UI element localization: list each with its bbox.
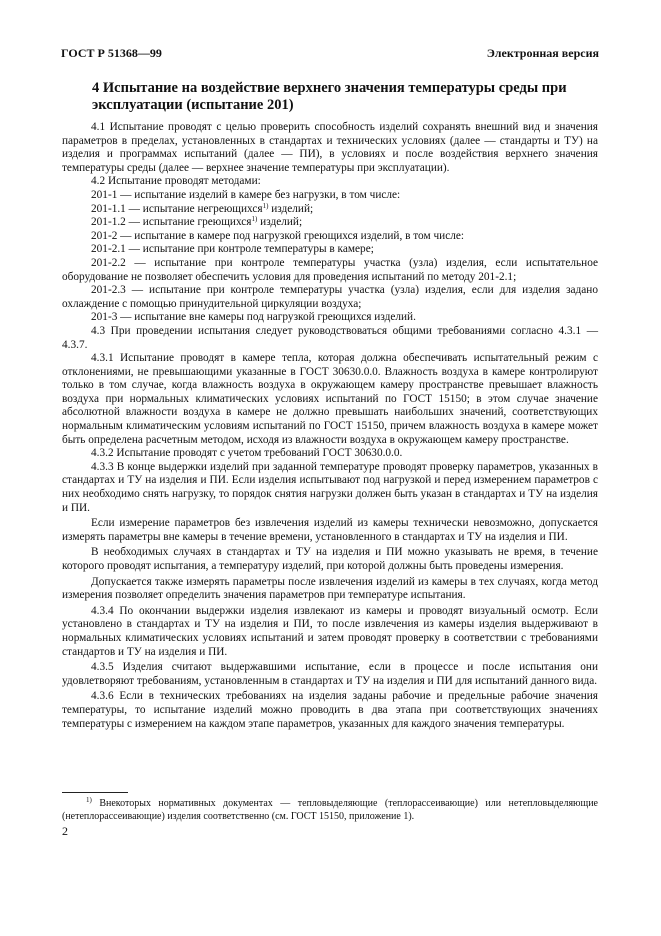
footnote-ref: 1): [262, 201, 269, 210]
footnote-separator: [62, 792, 128, 793]
paragraph-text: 4.3.6 Если в технических требованиях на изделия заданы рабочие и предельные рабочие значения температуры, то испытание изделий можно проводить в два этапа при соответствующих значениях температуры с измерением на каждом этапе параметров, указанных для каждого значения температуры.: [62, 690, 598, 730]
paragraph: [62, 605, 598, 659]
edition-label: Электронная версия: [486, 46, 599, 60]
paragraph-text: 4.1 Испытание проводят с целью проверить способность изделий сохранять внешний вид и значения параметров в пределах, установленных в стандартах и технических условиях (далее — стандарты и ТУ) на изделия и программах испытаний (далее — ПИ), в условиях и после воздействия верхнего значения температуры среды (далее — верхнее значение температуры при эксплуатации).: [62, 121, 598, 174]
footnote-marker: 1): [86, 796, 92, 804]
paragraph: [62, 352, 598, 447]
paragraph: [62, 243, 598, 257]
footnote-ref: 1): [251, 215, 258, 224]
footnote: [62, 797, 598, 823]
paragraph-text: 4.2 Испытание проводят методами:: [91, 175, 261, 188]
paragraph: [62, 284, 598, 311]
paragraph-text: 4.3 При проведении испытания следует руководствоваться общими требованиями согласно 4.3.1 — 4.3.7.: [62, 324, 598, 351]
paragraph: [62, 661, 598, 688]
paragraph-text: 4.3.1 Испытание проводят в камере тепла, которая должна обеспечивать испытательный режим с отклонениями, не превышающими указанные в ГОСТ 30630.0.0. Влажность воздуха в камере контролируют только в том случае, когда влажность воздуха в окружающем камеру пространстве превышает влажность воздуха при нормальных климатических условиях испытаний по ГОСТ 15150; в этом случае значение абсолютной влажности воздуха в камере не должно превышать наибольших значений, соответствующих нормальным климатическим условиям испытаний по ГОСТ 15150, причем влажность воздуха в камере может быть определена расчетным методом, исходя из влажности воздуха в окружающем камеру пространстве.: [62, 352, 598, 446]
section-title: 4 Испытание на воздействие верхнего значения температуры среды при эксплуатации (испытание 201): [92, 80, 567, 113]
paragraph: [62, 230, 598, 244]
page-number: 2: [62, 824, 68, 838]
paragraph-text: 201-3 — испытание вне камеры под нагрузкой греющихся изделий.: [91, 311, 416, 324]
document-code: ГОСТ Р 51368—99: [61, 46, 162, 60]
paragraph: [62, 203, 598, 217]
paragraph: [62, 311, 598, 325]
paragraph: [62, 546, 598, 573]
paragraph-text: 201-2.1 — испытание при контроле температуры в камере;: [91, 243, 374, 256]
paragraph-text: 201-2.2 — испытание при контроле температуры участка (узла) изделия, если испытательное оборудование не позволяет обеспечить условия для проведения испытаний по методу 201-2.1;: [62, 256, 598, 283]
paragraph: [62, 461, 598, 515]
footnote-text: Внекоторых нормативных документах — тепловыделяющие (теплорассеивающие) или нетепловыделяющие (нетеплорассеивающие) изделия соответственно (см. ГОСТ 15150, приложение 1).: [62, 798, 598, 822]
paragraph: [62, 121, 598, 175]
paragraph-text-tail: изделий;: [257, 216, 303, 229]
paragraph-text: 4.3.2 Испытание проводят с учетом требований ГОСТ 30630.0.0.: [91, 447, 403, 460]
paragraph-text: 201-1 — испытание изделий в камере без нагрузки, в том числе:: [91, 188, 401, 201]
paragraph: [62, 257, 598, 284]
paragraph-text: В необходимых случаях в стандартах и ТУ на изделия и ПИ можно указывать не время, в течение которого проводят испытания, а температуру изделий, при которой должны быть проведены измерения.: [62, 546, 598, 572]
paragraph-text: 201-1.2 — испытание греющихся: [91, 216, 252, 229]
paragraph-text: 201-1.1 — испытание негреющихся: [91, 202, 263, 215]
paragraph: [62, 517, 598, 544]
paragraph: [62, 216, 598, 230]
paragraph-text: 4.3.5 Изделия считают выдержавшими испытание, если в процессе и после испытания они удовлетворяют требованиям, установленным в стандартах и ТУ на изделия и ПИ для испытаний данного вида.: [62, 661, 598, 687]
paragraph-text: 201-2 — испытание в камере под нагрузкой греющихся изделий, в том числе:: [91, 229, 464, 242]
paragraph: [62, 690, 598, 731]
paragraph-text: 201-2.3 — испытание при контроле температуры участка (узла) изделия, если для изделия задано охлаждение с помощью принудительной циркуляции воздуха;: [62, 284, 598, 310]
paragraph: [62, 325, 598, 352]
paragraph: [62, 576, 598, 603]
paragraph: [62, 189, 598, 203]
paragraph-text-tail: изделий;: [268, 202, 314, 215]
paragraph-text: Если измерение параметров без извлечения изделий из камеры технически невозможно, допускается измерять параметры вне камеры в течение времени, установленного в стандартах и ТУ на изделия и ПИ.: [62, 517, 598, 543]
paragraph-text: 4.3.3 В конце выдержки изделий при заданной температуре проводят проверку параметров, указанных в стандартах и ТУ на изделия и ПИ. Если изделия испытывают под нагрузкой и перед измерением параметров с них необходимо снять нагрузку, то порядок снятия нагрузки должен быть указан в стандартах и ТУ на изделия и ПИ.: [62, 460, 598, 514]
body-text: [62, 121, 598, 731]
paragraph-text: Допускается также измерять параметры после извлечения изделий из камеры в тех случаях, когда метод измерения позволяет определить значения параметров при температуре испытания.: [62, 575, 598, 602]
paragraph: [62, 175, 598, 189]
paragraph-text: 4.3.4 По окончании выдержки изделия извлекают из камеры и проводят визуальный осмотр. Если установлено в стандартах и ТУ на изделия и ПИ, то после извлечения из камеры изделия выдерживают в нормальных климатических условиях испытаний и затем проводят проверку в соответствии с требованиями стандартов и ТУ на изделия и ПИ.: [62, 604, 598, 658]
paragraph: [62, 447, 598, 461]
